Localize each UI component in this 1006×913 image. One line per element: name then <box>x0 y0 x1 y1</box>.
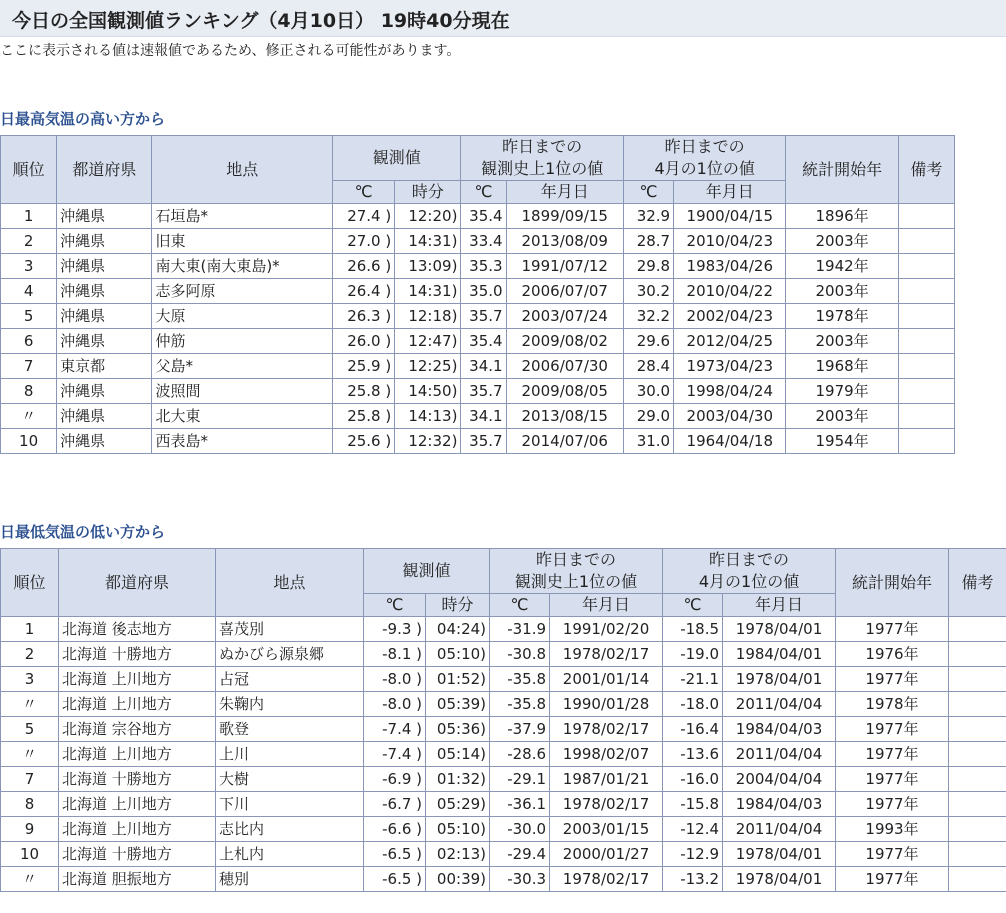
rank-cell: 3 <box>1 254 57 279</box>
observed-time-cell: 02:13) <box>426 842 490 867</box>
rank-cell: 9 <box>1 817 59 842</box>
rank-cell: 〃 <box>1 742 59 767</box>
remarks-cell <box>898 354 954 379</box>
remarks-cell <box>898 229 954 254</box>
month-record-value-cell: 29.6 <box>623 329 673 354</box>
observed-time-cell: 12:20) <box>395 204 461 229</box>
rank-cell: 5 <box>1 717 59 742</box>
month-record-date-cell: 1984/04/03 <box>723 792 836 817</box>
table-row <box>1 279 955 304</box>
observed-value-cell: -9.3 ) <box>364 617 426 642</box>
observed-value-cell: -6.5 ) <box>364 842 426 867</box>
site-cell: 占冠 <box>216 667 364 692</box>
observed-value-cell: -6.9 ) <box>364 767 426 792</box>
month-record-date-cell: 1978/04/01 <box>723 617 836 642</box>
record-date-cell: 1991/02/20 <box>550 617 663 642</box>
record-value-cell: -29.1 <box>490 767 550 792</box>
site-cell: 仲筋 <box>152 329 333 354</box>
table-row <box>1 692 1006 717</box>
start-year-cell: 1977年 <box>836 867 949 892</box>
header-month-line1: 昨日までの <box>664 137 745 156</box>
observed-value-cell: -6.5 ) <box>364 867 426 892</box>
header-date: 年月日 <box>550 594 663 617</box>
record-date-cell: 1899/09/15 <box>506 204 623 229</box>
site-cell: 西表島* <box>152 429 333 454</box>
remarks-cell <box>898 329 954 354</box>
observed-time-cell: 14:50) <box>395 379 461 404</box>
observed-value-cell: 25.8 ) <box>333 404 395 429</box>
rank-cell: 1 <box>1 617 59 642</box>
start-year-cell: 1978年 <box>786 304 898 329</box>
start-year-cell: 2003年 <box>786 229 898 254</box>
table-row <box>1 304 955 329</box>
low-temp-rows <box>1 617 1006 892</box>
site-cell: 波照間 <box>152 379 333 404</box>
observed-time-cell: 05:10) <box>426 642 490 667</box>
page-title: 今日の全国観測値ランキング（4月10日） 19時40分現在 <box>12 10 510 32</box>
month-record-date-cell: 1984/04/03 <box>723 717 836 742</box>
month-record-date-cell: 1983/04/26 <box>674 254 786 279</box>
month-record-value-cell: 32.2 <box>623 304 673 329</box>
header-site: 地点 <box>152 136 333 204</box>
record-date-cell: 1991/07/12 <box>506 254 623 279</box>
rank-cell: 7 <box>1 354 57 379</box>
header-observed: 観測値 <box>364 549 490 594</box>
header-all-time-record <box>461 136 624 181</box>
table-row <box>1 617 1006 642</box>
record-date-cell: 2009/08/02 <box>506 329 623 354</box>
prefecture-cell: 沖縄県 <box>57 229 152 254</box>
prefecture-cell: 沖縄県 <box>57 329 152 354</box>
header-start-year: 統計開始年 <box>836 549 949 617</box>
observed-value-cell: 26.0 ) <box>333 329 395 354</box>
header-prefecture: 都道府県 <box>59 549 216 617</box>
start-year-cell: 2003年 <box>786 404 898 429</box>
prefecture-cell: 北海道 上川地方 <box>59 742 216 767</box>
rank-cell: 3 <box>1 667 59 692</box>
remarks-cell <box>898 429 954 454</box>
header-deg: ℃ <box>333 181 395 204</box>
remarks-cell <box>949 717 1006 742</box>
month-record-value-cell: -16.0 <box>663 767 723 792</box>
prefecture-cell: 北海道 上川地方 <box>59 817 216 842</box>
remarks-cell <box>898 304 954 329</box>
site-cell: 喜茂別 <box>216 617 364 642</box>
month-record-date-cell: 1973/04/23 <box>674 354 786 379</box>
table-row <box>1 667 1006 692</box>
record-date-cell: 2000/01/27 <box>550 842 663 867</box>
observed-time-cell: 05:29) <box>426 792 490 817</box>
record-value-cell: 35.0 <box>461 279 506 304</box>
observed-value-cell: -8.0 ) <box>364 692 426 717</box>
month-record-value-cell: -21.1 <box>663 667 723 692</box>
header-time: 時分 <box>395 181 461 204</box>
observed-time-cell: 04:24) <box>426 617 490 642</box>
observed-time-cell: 05:36) <box>426 717 490 742</box>
site-cell: 大樹 <box>216 767 364 792</box>
observed-time-cell: 05:10) <box>426 817 490 842</box>
month-record-value-cell: -12.9 <box>663 842 723 867</box>
month-record-date-cell: 2010/04/23 <box>674 229 786 254</box>
observed-value-cell: 26.6 ) <box>333 254 395 279</box>
observed-value-cell: 27.0 ) <box>333 229 395 254</box>
record-date-cell: 2003/01/15 <box>550 817 663 842</box>
table-row <box>1 817 1006 842</box>
start-year-cell: 1968年 <box>786 354 898 379</box>
header-site: 地点 <box>216 549 364 617</box>
remarks-cell <box>898 379 954 404</box>
table-row <box>1 354 955 379</box>
rank-cell: 6 <box>1 329 57 354</box>
prefecture-cell: 沖縄県 <box>57 379 152 404</box>
observed-time-cell: 01:32) <box>426 767 490 792</box>
prefecture-cell: 沖縄県 <box>57 204 152 229</box>
observed-time-cell: 13:09) <box>395 254 461 279</box>
prefecture-cell: 沖縄県 <box>57 279 152 304</box>
site-cell: 穂別 <box>216 867 364 892</box>
header-record-line2: 観測史上1位の値 <box>514 572 638 591</box>
observed-value-cell: 25.8 ) <box>333 379 395 404</box>
month-record-date-cell: 2002/04/23 <box>674 304 786 329</box>
start-year-cell: 2003年 <box>786 279 898 304</box>
header-observed: 観測値 <box>333 136 461 181</box>
start-year-cell: 1977年 <box>836 742 949 767</box>
title-bar <box>0 0 1006 37</box>
observed-value-cell: -7.4 ) <box>364 717 426 742</box>
table-row <box>1 717 1006 742</box>
observed-value-cell: -7.4 ) <box>364 742 426 767</box>
header-month-record <box>663 549 836 594</box>
start-year-cell: 1942年 <box>786 254 898 279</box>
header-date: 年月日 <box>674 181 786 204</box>
prefecture-cell: 北海道 上川地方 <box>59 692 216 717</box>
record-value-cell: 34.1 <box>461 404 506 429</box>
site-cell: 石垣島* <box>152 204 333 229</box>
header-rank: 順位 <box>1 549 59 617</box>
observed-time-cell: 14:31) <box>395 279 461 304</box>
high-temp-rows <box>1 204 955 454</box>
header-prefecture: 都道府県 <box>57 136 152 204</box>
rank-cell: 〃 <box>1 404 57 429</box>
month-record-date-cell: 1900/04/15 <box>674 204 786 229</box>
rank-cell: 8 <box>1 379 57 404</box>
header-month-record <box>623 136 786 181</box>
record-value-cell: -36.1 <box>490 792 550 817</box>
record-value-cell: -28.6 <box>490 742 550 767</box>
prefecture-cell: 北海道 宗谷地方 <box>59 717 216 742</box>
site-cell: 上川 <box>216 742 364 767</box>
record-date-cell: 2013/08/09 <box>506 229 623 254</box>
remarks-cell <box>949 692 1006 717</box>
prefecture-cell: 東京都 <box>57 354 152 379</box>
remarks-cell <box>949 667 1006 692</box>
rank-cell: 2 <box>1 642 59 667</box>
observed-time-cell: 14:31) <box>395 229 461 254</box>
table-row <box>1 642 1006 667</box>
observed-time-cell: 12:47) <box>395 329 461 354</box>
remarks-cell <box>949 867 1006 892</box>
prefecture-cell: 北海道 上川地方 <box>59 667 216 692</box>
remarks-cell <box>949 767 1006 792</box>
rank-cell: 8 <box>1 792 59 817</box>
observed-time-cell: 12:25) <box>395 354 461 379</box>
month-record-date-cell: 1978/04/01 <box>723 867 836 892</box>
record-date-cell: 1978/02/17 <box>550 642 663 667</box>
month-record-date-cell: 1984/04/01 <box>723 642 836 667</box>
site-cell: 志多阿原 <box>152 279 333 304</box>
record-date-cell: 1978/02/17 <box>550 717 663 742</box>
header-rank: 順位 <box>1 136 57 204</box>
record-value-cell: -30.0 <box>490 817 550 842</box>
table-row <box>1 842 1006 867</box>
record-date-cell: 2014/07/06 <box>506 429 623 454</box>
month-record-value-cell: 29.8 <box>623 254 673 279</box>
table-row <box>1 429 955 454</box>
observed-value-cell: 25.9 ) <box>333 354 395 379</box>
prefecture-cell: 北海道 後志地方 <box>59 617 216 642</box>
record-value-cell: -29.4 <box>490 842 550 867</box>
remarks-cell <box>949 792 1006 817</box>
record-value-cell: 35.7 <box>461 429 506 454</box>
start-year-cell: 1977年 <box>836 767 949 792</box>
record-value-cell: -35.8 <box>490 692 550 717</box>
table-row <box>1 867 1006 892</box>
month-record-value-cell: -19.0 <box>663 642 723 667</box>
record-date-cell: 2003/07/24 <box>506 304 623 329</box>
header-deg: ℃ <box>623 181 673 204</box>
observed-time-cell: 14:13) <box>395 404 461 429</box>
table-row <box>1 229 955 254</box>
start-year-cell: 1896年 <box>786 204 898 229</box>
remarks-cell <box>898 404 954 429</box>
start-year-cell: 1993年 <box>836 817 949 842</box>
header-all-time-record <box>490 549 663 594</box>
start-year-cell: 1954年 <box>786 429 898 454</box>
month-record-value-cell: -15.8 <box>663 792 723 817</box>
rank-cell: 5 <box>1 304 57 329</box>
month-record-value-cell: -13.6 <box>663 742 723 767</box>
month-record-value-cell: 30.0 <box>623 379 673 404</box>
start-year-cell: 1976年 <box>836 642 949 667</box>
prefecture-cell: 北海道 十勝地方 <box>59 842 216 867</box>
site-cell: 南大東(南大東島)* <box>152 254 333 279</box>
observed-value-cell: 25.6 ) <box>333 429 395 454</box>
month-record-date-cell: 1964/04/18 <box>674 429 786 454</box>
record-value-cell: -31.9 <box>490 617 550 642</box>
record-date-cell: 1978/02/17 <box>550 867 663 892</box>
month-record-value-cell: 28.7 <box>623 229 673 254</box>
low-temp-heading: 日最低気温の低い方から <box>0 523 166 541</box>
site-cell: ぬかびら源泉郷 <box>216 642 364 667</box>
month-record-value-cell: -18.5 <box>663 617 723 642</box>
observed-time-cell: 12:18) <box>395 304 461 329</box>
observed-time-cell: 00:39) <box>426 867 490 892</box>
month-record-date-cell: 2004/04/04 <box>723 767 836 792</box>
observed-time-cell: 05:39) <box>426 692 490 717</box>
site-cell: 志比内 <box>216 817 364 842</box>
rank-cell: 7 <box>1 767 59 792</box>
prefecture-cell: 北海道 胆振地方 <box>59 867 216 892</box>
site-cell: 父島* <box>152 354 333 379</box>
site-cell: 旧東 <box>152 229 333 254</box>
site-cell: 北大東 <box>152 404 333 429</box>
prefecture-cell: 沖縄県 <box>57 254 152 279</box>
record-value-cell: 35.7 <box>461 304 506 329</box>
start-year-cell: 1979年 <box>786 379 898 404</box>
table-row <box>1 404 955 429</box>
remarks-cell <box>898 204 954 229</box>
record-value-cell: 35.4 <box>461 204 506 229</box>
header-record-line2: 観測史上1位の値 <box>481 159 604 178</box>
month-record-value-cell: 29.0 <box>623 404 673 429</box>
record-value-cell: 33.4 <box>461 229 506 254</box>
observed-time-cell: 05:14) <box>426 742 490 767</box>
observed-value-cell: 26.4 ) <box>333 279 395 304</box>
observed-time-cell: 12:32) <box>395 429 461 454</box>
remarks-cell <box>949 617 1006 642</box>
rank-cell: 10 <box>1 429 57 454</box>
month-record-date-cell: 2011/04/04 <box>723 692 836 717</box>
header-record-line1: 昨日までの <box>502 137 583 156</box>
remarks-cell <box>949 642 1006 667</box>
record-date-cell: 1978/02/17 <box>550 792 663 817</box>
header-deg: ℃ <box>364 594 426 617</box>
site-cell: 歌登 <box>216 717 364 742</box>
site-cell: 下川 <box>216 792 364 817</box>
header-time: 時分 <box>426 594 490 617</box>
site-cell: 上札内 <box>216 842 364 867</box>
table-row <box>1 204 955 229</box>
record-value-cell: -37.9 <box>490 717 550 742</box>
prefecture-cell: 北海道 十勝地方 <box>59 642 216 667</box>
record-date-cell: 1998/02/07 <box>550 742 663 767</box>
remarks-cell <box>949 842 1006 867</box>
header-deg: ℃ <box>461 181 506 204</box>
record-date-cell: 2009/08/05 <box>506 379 623 404</box>
observed-time-cell: 01:52) <box>426 667 490 692</box>
rank-cell: 10 <box>1 842 59 867</box>
record-date-cell: 2013/08/15 <box>506 404 623 429</box>
record-value-cell: -35.8 <box>490 667 550 692</box>
month-record-value-cell: -13.2 <box>663 867 723 892</box>
site-cell: 大原 <box>152 304 333 329</box>
header-record-line1: 昨日までの <box>536 550 617 569</box>
observed-value-cell: 27.4 ) <box>333 204 395 229</box>
remarks-cell <box>898 254 954 279</box>
month-record-date-cell: 2012/04/25 <box>674 329 786 354</box>
record-value-cell: 35.3 <box>461 254 506 279</box>
month-record-date-cell: 1998/04/24 <box>674 379 786 404</box>
month-record-date-cell: 2003/04/30 <box>674 404 786 429</box>
start-year-cell: 1977年 <box>836 792 949 817</box>
month-record-date-cell: 2011/04/04 <box>723 817 836 842</box>
header-month-line1: 昨日までの <box>709 550 790 569</box>
header-remarks: 備考 <box>898 136 954 204</box>
observed-value-cell: -6.7 ) <box>364 792 426 817</box>
prefecture-cell: 沖縄県 <box>57 404 152 429</box>
record-date-cell: 2001/01/14 <box>550 667 663 692</box>
month-record-date-cell: 2011/04/04 <box>723 742 836 767</box>
month-record-value-cell: -18.0 <box>663 692 723 717</box>
table-row <box>1 329 955 354</box>
site-cell: 朱鞠内 <box>216 692 364 717</box>
observed-value-cell: 26.3 ) <box>333 304 395 329</box>
header-month-line2: 4月の1位の値 <box>698 572 800 591</box>
start-year-cell: 1977年 <box>836 717 949 742</box>
table-row <box>1 379 955 404</box>
rank-cell: 1 <box>1 204 57 229</box>
month-record-value-cell: 28.4 <box>623 354 673 379</box>
header-start-year: 統計開始年 <box>786 136 898 204</box>
remarks-cell <box>949 817 1006 842</box>
month-record-value-cell: -12.4 <box>663 817 723 842</box>
header-month-line2: 4月の1位の値 <box>654 159 755 178</box>
record-value-cell: 34.1 <box>461 354 506 379</box>
month-record-value-cell: 30.2 <box>623 279 673 304</box>
table-row <box>1 254 955 279</box>
record-date-cell: 1990/01/28 <box>550 692 663 717</box>
preliminary-notice: ここに表示される値は速報値であるため、修正される可能性があります。 <box>0 43 461 59</box>
record-value-cell: 35.7 <box>461 379 506 404</box>
month-record-date-cell: 1978/04/01 <box>723 667 836 692</box>
month-record-value-cell: 31.0 <box>623 429 673 454</box>
observed-value-cell: -8.1 ) <box>364 642 426 667</box>
table-row <box>1 742 1006 767</box>
table-row <box>1 767 1006 792</box>
header-deg: ℃ <box>490 594 550 617</box>
start-year-cell: 2003年 <box>786 329 898 354</box>
low-temp-table <box>0 548 1006 892</box>
high-temp-heading: 日最高気温の高い方から <box>0 110 166 128</box>
record-value-cell: -30.3 <box>490 867 550 892</box>
start-year-cell: 1977年 <box>836 667 949 692</box>
observed-value-cell: -8.0 ) <box>364 667 426 692</box>
header-deg: ℃ <box>663 594 723 617</box>
record-date-cell: 2006/07/30 <box>506 354 623 379</box>
prefecture-cell: 北海道 上川地方 <box>59 792 216 817</box>
record-date-cell: 1987/01/21 <box>550 767 663 792</box>
start-year-cell: 1978年 <box>836 692 949 717</box>
remarks-cell <box>949 742 1006 767</box>
prefecture-cell: 北海道 十勝地方 <box>59 767 216 792</box>
month-record-value-cell: -16.4 <box>663 717 723 742</box>
rank-cell: 4 <box>1 279 57 304</box>
table-row <box>1 792 1006 817</box>
header-date: 年月日 <box>506 181 623 204</box>
prefecture-cell: 沖縄県 <box>57 304 152 329</box>
header-remarks: 備考 <box>949 549 1006 617</box>
observed-value-cell: -6.6 ) <box>364 817 426 842</box>
record-value-cell: 35.4 <box>461 329 506 354</box>
record-value-cell: -30.8 <box>490 642 550 667</box>
month-record-date-cell: 2010/04/22 <box>674 279 786 304</box>
start-year-cell: 1977年 <box>836 842 949 867</box>
month-record-date-cell: 1978/04/01 <box>723 842 836 867</box>
record-date-cell: 2006/07/07 <box>506 279 623 304</box>
rank-cell: 〃 <box>1 692 59 717</box>
rank-cell: 〃 <box>1 867 59 892</box>
start-year-cell: 1977年 <box>836 617 949 642</box>
header-date: 年月日 <box>723 594 836 617</box>
rank-cell: 2 <box>1 229 57 254</box>
month-record-value-cell: 32.9 <box>623 204 673 229</box>
remarks-cell <box>898 279 954 304</box>
prefecture-cell: 沖縄県 <box>57 429 152 454</box>
high-temp-table <box>0 135 955 454</box>
